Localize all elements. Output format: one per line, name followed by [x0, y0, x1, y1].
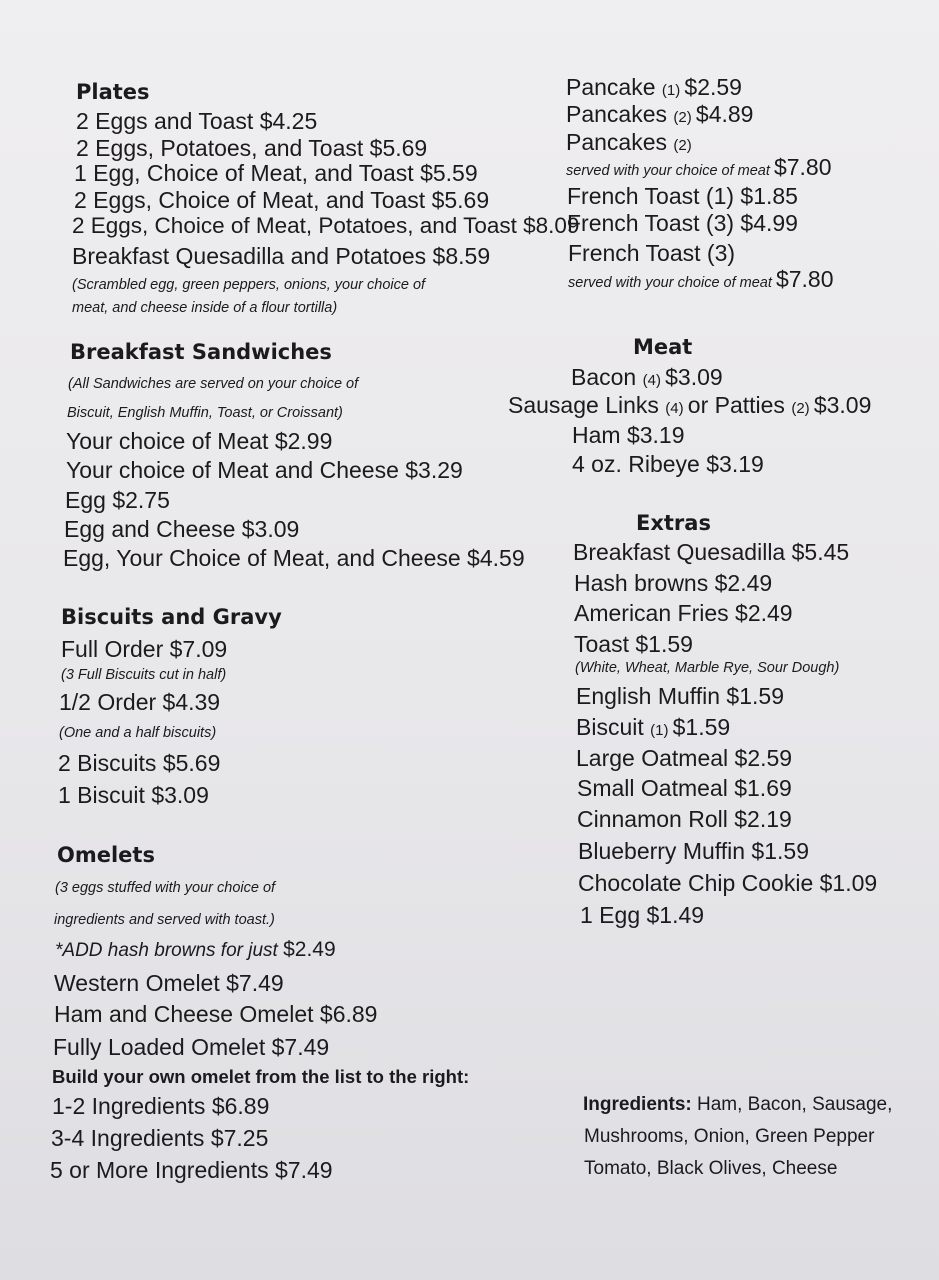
plates-item: 2 Eggs, Potatoes, and Toast $5.69 [76, 135, 428, 161]
extras-item: American Fries $2.49 [574, 600, 793, 626]
bacon-item: Bacon (4) $3.09 [571, 364, 723, 390]
french-toast-3-item: French Toast (3) $4.99 [567, 210, 798, 236]
ribeye-item: 4 oz. Ribeye $3.19 [572, 451, 764, 477]
extras-item: Cinnamon Roll $2.19 [577, 806, 792, 832]
extras-item: Hash browns $2.49 [574, 570, 773, 596]
french-toast-1-item: French Toast (1) $1.85 [567, 183, 798, 209]
sandwiches-note: Biscuit, English Muffin, Toast, or Croissant) [67, 405, 343, 421]
plates-heading: Plates [76, 80, 150, 104]
breakfast-sandwiches-heading: Breakfast Sandwiches [70, 340, 332, 364]
build-omelet-item: 3-4 Ingredients $7.25 [51, 1125, 269, 1151]
biscuits-gravy-heading: Biscuits and Gravy [61, 605, 282, 629]
plates-note: meat, and cheese inside of a flour tortilla) [72, 300, 338, 316]
extras-item: 1 Egg $1.49 [580, 902, 705, 928]
ingredients-line: Mushrooms, Onion, Green Pepper [584, 1126, 875, 1147]
pancakes-2-meat-item: Pancakes (2) [566, 129, 692, 155]
sandwiches-item: Your choice of Meat and Cheese $3.29 [66, 457, 463, 483]
biscuits-full-note: (3 Full Biscuits cut in half) [61, 667, 227, 683]
pancakes-meat-price: served with your choice of meat $7.80 [566, 154, 832, 180]
hash-browns-addon: *ADD hash browns for just $2.49 [55, 938, 336, 961]
biscuits-full-item: Full Order $7.09 [61, 636, 228, 662]
omelets-note: (3 eggs stuffed with your choice of [55, 880, 276, 896]
biscuit-item: Biscuit (1) $1.59 [576, 714, 731, 740]
biscuits-half-note: (One and a half biscuits) [59, 725, 217, 741]
plates-item: 2 Eggs, Choice of Meat, and Toast $5.69 [74, 187, 490, 213]
sandwiches-item: Egg $2.75 [65, 487, 170, 513]
extras-item: Blueberry Muffin $1.59 [578, 838, 809, 864]
omelet-item: Western Omelet $7.49 [54, 970, 284, 996]
extras-heading: Extras [636, 511, 711, 535]
ham-item: Ham $3.19 [572, 422, 685, 448]
build-omelet-item: 1-2 Ingredients $6.89 [52, 1093, 270, 1119]
build-omelet-item: 5 or More Ingredients $7.49 [50, 1157, 333, 1183]
english-muffin-item: English Muffin $1.59 [576, 683, 784, 709]
sandwiches-note: (All Sandwiches are served on your choice of [68, 376, 359, 392]
biscuits-two-item: 2 Biscuits $5.69 [58, 750, 221, 776]
omelets-heading: Omelets [57, 843, 155, 867]
omelets-note: ingredients and served with toast.) [54, 912, 275, 928]
french-toast-meat-price: served with your choice of meat $7.80 [568, 266, 834, 292]
meat-heading: Meat [633, 335, 693, 359]
build-omelet-heading: Build your own omelet from the list to the right: [52, 1066, 470, 1087]
biscuits-one-item: 1 Biscuit $3.09 [58, 782, 209, 808]
extras-item: Breakfast Quesadilla $5.45 [573, 539, 850, 565]
plates-item: 2 Eggs and Toast $4.25 [76, 108, 318, 134]
plates-note: (Scrambled egg, green peppers, onions, your choice of [72, 277, 426, 293]
omelet-item: Ham and Cheese Omelet $6.89 [54, 1001, 378, 1027]
pancakes-2-item: Pancakes (2) $4.89 [566, 101, 754, 127]
biscuits-half-item: 1/2 Order $4.39 [59, 689, 221, 715]
sausage-item: Sausage Links (4) or Patties (2) $3.09 [508, 392, 872, 418]
extras-item: Chocolate Chip Cookie $1.09 [578, 870, 878, 896]
extras-item: Toast $1.59 [574, 631, 693, 657]
toast-note: (White, Wheat, Marble Rye, Sour Dough) [575, 660, 840, 676]
extras-item: Small Oatmeal $1.69 [577, 775, 792, 801]
sandwiches-item: Your choice of Meat $2.99 [66, 428, 333, 454]
sandwiches-item: Egg, Your Choice of Meat, and Cheese $4.59 [63, 545, 525, 571]
plates-item: 2 Eggs, Choice of Meat, Potatoes, and Toast $8.09 [72, 213, 580, 238]
sandwiches-item: Egg and Cheese $3.09 [64, 516, 300, 542]
ingredients-line: Tomato, Black Olives, Cheese [584, 1158, 838, 1179]
pancake-1-item: Pancake (1) $2.59 [566, 74, 742, 100]
french-toast-3-meat-item: French Toast (3) [568, 240, 736, 266]
ingredients-line: Ingredients: Ham, Bacon, Sausage, [583, 1094, 893, 1115]
plates-item: 1 Egg, Choice of Meat, and Toast $5.59 [74, 160, 478, 186]
extras-item: Large Oatmeal $2.59 [576, 745, 793, 771]
omelet-item: Fully Loaded Omelet $7.49 [53, 1034, 330, 1060]
plates-item: Breakfast Quesadilla and Potatoes $8.59 [72, 243, 491, 269]
